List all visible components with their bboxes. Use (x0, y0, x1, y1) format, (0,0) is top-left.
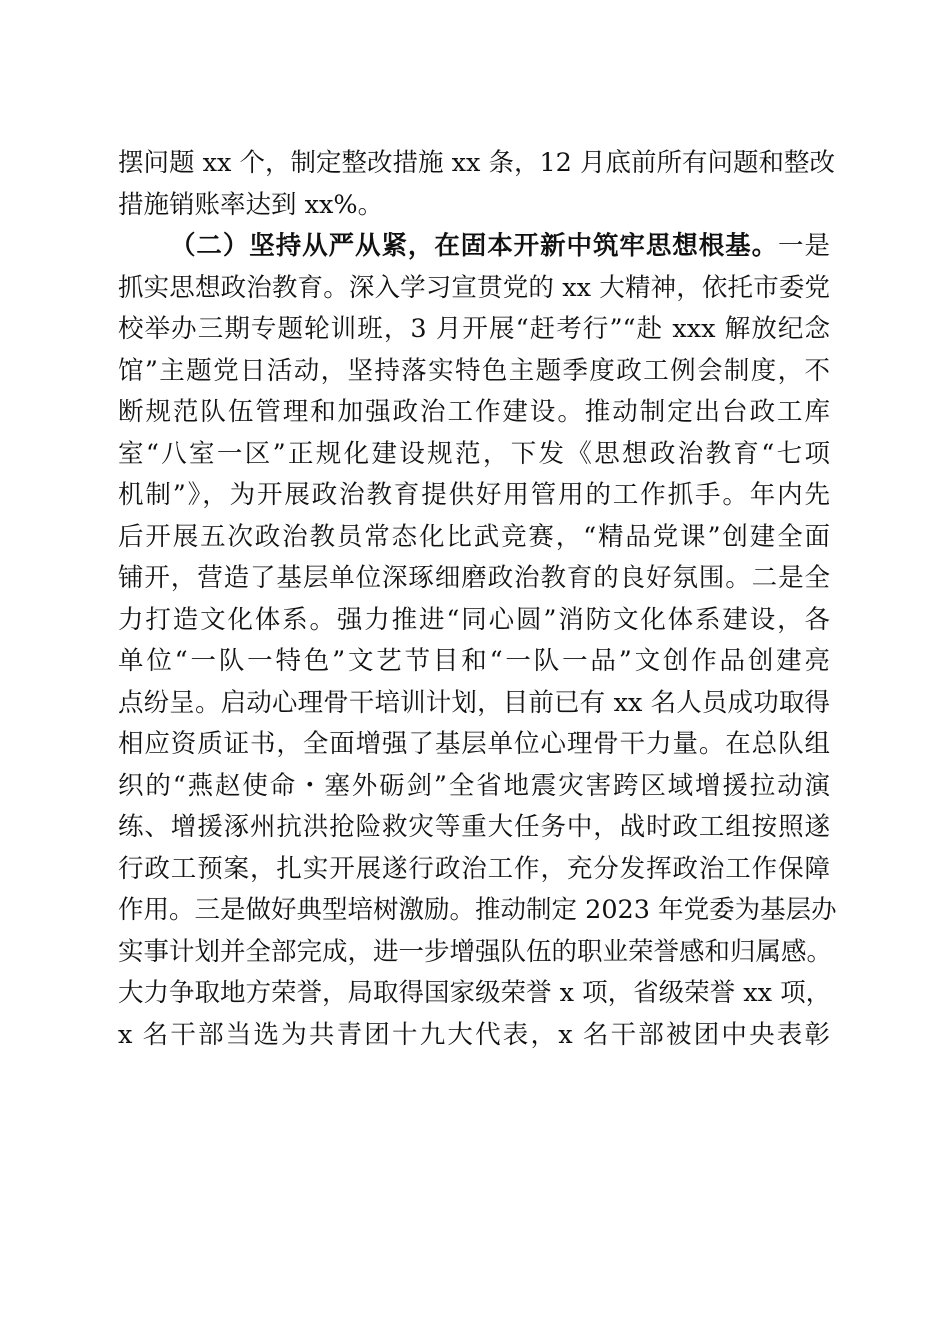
text-fragment: 一是 (778, 231, 830, 261)
text-line: 单位“一队一特色”文艺节目和“一队一品”文创作品创建亮 (118, 646, 830, 676)
text-line: 馆”主题党日活动，坚持落实特色主题季度政工例会制度，不 (118, 355, 830, 386)
text-line: 相应资质证书，全面增强了基层单位心理骨干力量。在总队组 (118, 729, 830, 759)
text-line: 抓实思想政治教育。深入学习宣贯党的 xx 大精神，依托市委党 (118, 272, 830, 303)
text-line: 实事计划并全部完成，进一步增强队伍的职业荣誉感和归属感。 (118, 936, 833, 967)
section-heading: （二）坚持从严从紧，在固本开新中筑牢思想根基。 (170, 231, 779, 261)
paragraph-2 (118, 226, 837, 1056)
text-line: 点纷呈。启动心理骨干培训计划，目前已有 xx 名人员成功取得 (118, 687, 830, 718)
body-text (118, 143, 837, 1056)
paragraph-1 (118, 143, 836, 226)
text-line: 大力争取地方荣誉，局取得国家级荣誉 x 项，省级荣誉 xx 项， (118, 978, 832, 1008)
text-line: 作用。三是做好典型培树激励。推动制定 2023 年党委为基层办 (118, 895, 837, 925)
text-line: 行政工预案，扎实开展遂行政治工作，充分发挥政治工作保障 (118, 853, 830, 884)
text-line: x 名干部当选为共青团十九大代表，x 名干部被团中央表彰 (118, 1019, 830, 1050)
text-line: 室“八室一区”正规化建设规范，下发《思想政治教育“七项 (118, 438, 830, 469)
text-line: 练、增援涿州抗洪抢险救灾等重大任务中，战时政工组按照遂 (118, 812, 830, 842)
text-line: 校举办三期专题轮训班，3 月开展“赶考行”“赴 xxx 解放纪念 (118, 314, 830, 344)
text-line: 措施销账率达到 xx%。 (118, 189, 384, 220)
text-line: 机制”》，为开展政治教育提供好用管用的工作抓手。年内先 (118, 480, 830, 510)
text-line: 铺开，营造了基层单位深琢细磨政治教育的良好氛围。二是全 (118, 563, 830, 593)
paragraph-heading-line (118, 226, 830, 268)
text-line: 力打造文化体系。强力推进“同心圆”消防文化体系建设，各 (118, 604, 830, 635)
text-line: 后开展五次政治教员常态化比武竞赛，“精品党课”创建全面 (118, 521, 830, 552)
text-line: 织的“燕赵使命・塞外砺剑”全省地震灾害跨区域增援拉动演 (118, 770, 830, 801)
text-line: 摆问题 xx 个，制定整改措施 xx 条，12 月底前所有问题和整改 (118, 148, 836, 178)
text-line: 断规范队伍管理和加强政治工作建设。推动制定出台政工库 (118, 397, 830, 427)
